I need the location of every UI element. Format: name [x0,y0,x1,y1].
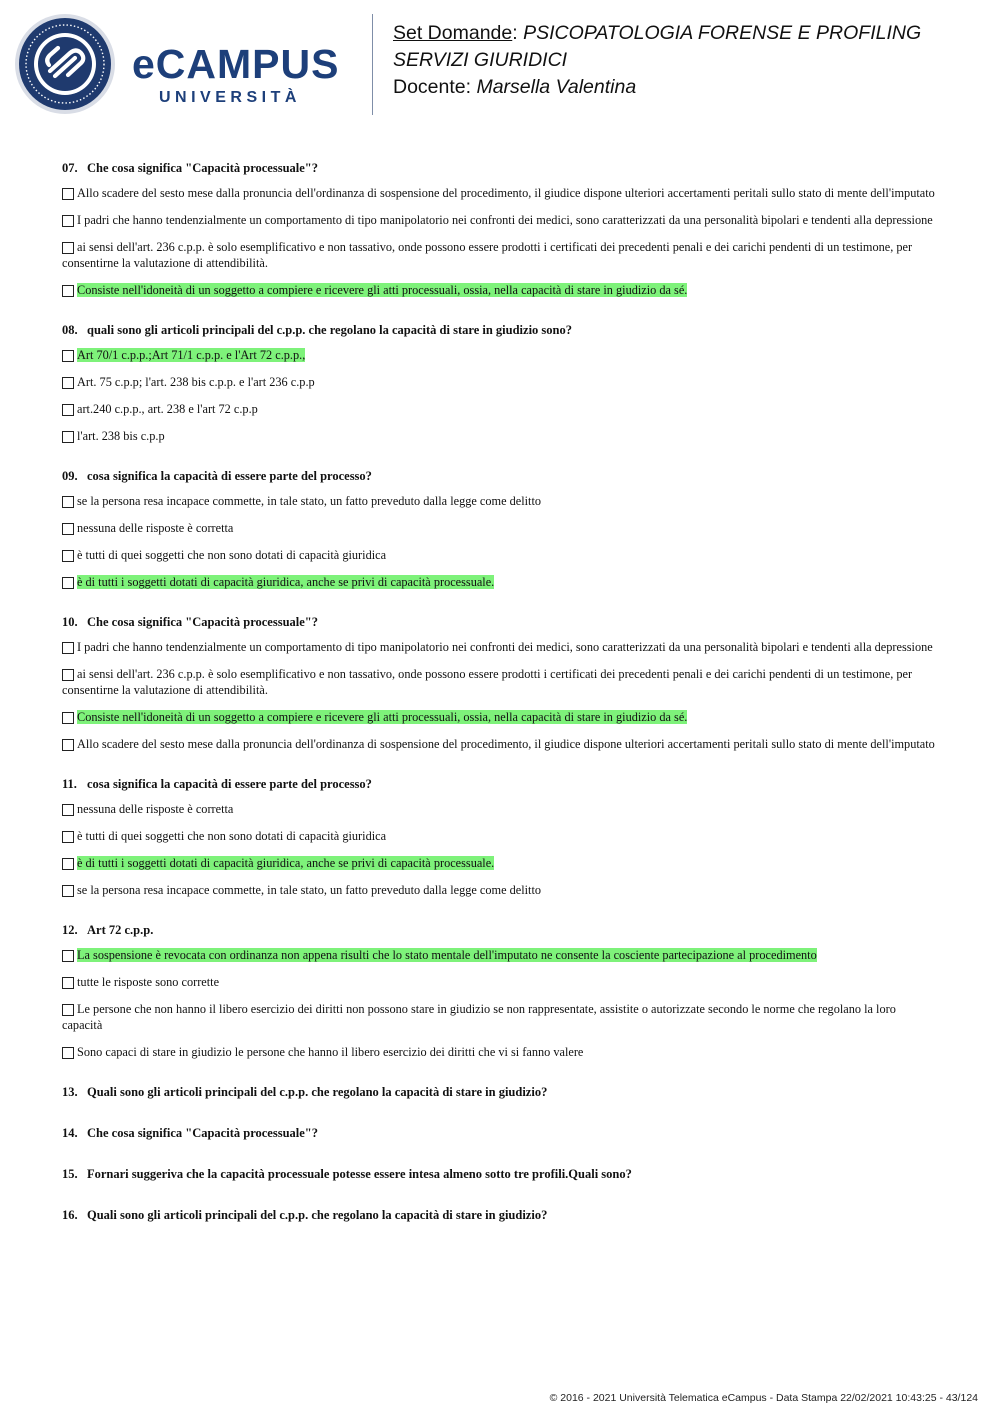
question-text: cosa significa la capacità di essere parte del processo? [87,469,372,483]
answer-option[interactable] [62,574,938,590]
answer-text: nessuna delle risposte è corretta [77,802,234,816]
answer-option[interactable] [62,428,938,444]
correct-answer-text: Consiste nell'idoneità di un soggetto a compiere e ricevere gli atti processuali, ossia, nella capacità di stare in giudizio da sé. [77,710,688,724]
question-number: 08. [62,323,78,337]
answer-checkbox[interactable] [62,642,74,654]
answer-option[interactable] [62,520,938,536]
answer-text: Sono capaci di stare in giudizio le persone che hanno il libero esercizio dei diritti che vi si fanno valere [77,1045,584,1059]
answer-option[interactable] [62,947,938,963]
teacher-label: Docente: [393,76,477,98]
correct-answer-text: è di tutti i soggetti dotati di capacità giuridica, anche se privi di capacità processuale. [77,575,495,589]
answer-option[interactable] [62,736,938,752]
answer-option[interactable] [62,666,938,698]
answer-option[interactable] [62,1044,938,1060]
question-text: cosa significa la capacità di essere parte del processo? [87,777,372,791]
answer-text: se la persona resa incapace commette, in tale stato, un fatto preveduto dalla legge come delitto [77,883,542,897]
teacher-line [393,74,983,101]
logo-wordmark-bottom: UNIVERSITÀ [159,89,301,106]
answer-text: art.240 c.p.p., art. 238 e l'art 72 c.p.p [77,402,258,416]
question-title [62,322,938,338]
answer-checkbox[interactable] [62,712,74,724]
answer-option[interactable] [62,1001,938,1033]
answer-option[interactable] [62,347,938,363]
answer-option[interactable] [62,185,938,201]
answer-text: Allo scadere del sesto mese dalla pronuncia dell'ordinanza di sospensione del procedimento, il giudice dispone ulteriori accertamenti peritali sullo stato di mente dell'imputato [77,737,935,751]
question-number: 15. [62,1167,78,1181]
answer-checkbox[interactable] [62,977,74,989]
answer-checkbox[interactable] [62,285,74,297]
answer-option[interactable] [62,401,938,417]
ecampus-wordmark-logo [132,42,357,114]
question-number: 07. [62,161,78,175]
question-11 [62,776,938,898]
answer-checkbox[interactable] [62,885,74,897]
question-title [62,776,938,792]
question-number: 11. [62,777,77,791]
answer-text: I padri che hanno tendenzialmente un comportamento di tipo manipolatorio nei confronti dei medici, sono caratterizzati da una personalità bipolari e tendenti alla depressione [77,640,933,654]
question-14 [62,1125,938,1141]
question-text: quali sono gli articoli principali del c.p.p. che regolano la capacità di stare in giudizio sono? [87,323,572,337]
question-title [62,160,938,176]
answer-text: Art. 75 c.p.p; l'art. 238 bis c.p.p. e l'art 236 c.p.p [77,375,315,389]
answer-option[interactable] [62,282,938,298]
answer-text: se la persona resa incapace commette, in tale stato, un fatto preveduto dalla legge come delitto [77,494,542,508]
answer-checkbox[interactable] [62,950,74,962]
answer-option[interactable] [62,212,938,228]
question-09 [62,468,938,590]
header-divider [372,14,373,115]
answer-option[interactable] [62,801,938,817]
page-header [0,0,1000,130]
answer-option[interactable] [62,493,938,509]
correct-answer-text: Consiste nell'idoneità di un soggetto a compiere e ricevere gli atti processuali, ossia, nella capacità di stare in giudizio da sé. [77,283,688,297]
answer-checkbox[interactable] [62,215,74,227]
set-separator: : [512,22,524,44]
answer-text: nessuna delle risposte è corretta [77,521,234,535]
question-text: Art 72 c.p.p. [87,923,154,937]
set-title-line [393,20,983,47]
answer-option[interactable] [62,828,938,844]
answer-checkbox[interactable] [62,242,74,254]
question-title [62,1207,938,1223]
answer-text: l'art. 238 bis c.p.p [77,429,165,443]
question-text: Fornari suggeriva che la capacità processuale potesse essere intesa almeno sotto tre profili.Quali sono? [87,1167,632,1181]
answer-checkbox[interactable] [62,550,74,562]
answer-checkbox[interactable] [62,831,74,843]
answer-checkbox[interactable] [62,350,74,362]
question-text: Che cosa significa "Capacità processuale"? [87,615,318,629]
answer-option[interactable] [62,547,938,563]
answer-checkbox[interactable] [62,1047,74,1059]
answer-text: I padri che hanno tendenzialmente un comportamento di tipo manipolatorio nei confronti dei medici, sono caratterizzati da una personalità bipolari e tendenti alla depressione [77,213,933,227]
question-12 [62,922,938,1060]
question-title [62,468,938,484]
answer-checkbox[interactable] [62,431,74,443]
answer-checkbox[interactable] [62,577,74,589]
answer-option[interactable] [62,239,938,271]
answer-text: è tutti di quei soggetti che non sono dotati di capacità giuridica [77,548,387,562]
answer-checkbox[interactable] [62,377,74,389]
answer-checkbox[interactable] [62,858,74,870]
answer-text: è tutti di quei soggetti che non sono dotati di capacità giuridica [77,829,387,843]
question-number: 10. [62,615,78,629]
set-label: Set Domande [393,22,513,44]
answer-checkbox[interactable] [62,188,74,200]
teacher-name: Marsella Valentina [476,76,637,98]
answer-checkbox[interactable] [62,523,74,535]
question-title [62,1084,938,1100]
answer-option[interactable] [62,709,938,725]
correct-answer-text: La sospensione è revocata con ordinanza non appena risulti che lo stato mentale dell'imputato ne consente la cosciente partecipazione al procedimento [77,948,817,962]
answer-checkbox[interactable] [62,669,74,681]
correct-answer-text: Art 70/1 c.p.p.;Art 71/1 c.p.p. e l'Art 72 c.p.p., [77,348,306,362]
answer-text: Le persone che non hanno il libero esercizio dei diritti non possono stare in giudizio se non rappresentate, assistite o autorizzate secondo le norme che regolano la loro capacità [62,1002,896,1032]
question-text: Quali sono gli articoli principali del c.p.p. che regolano la capacità di stare in giudizio? [87,1208,548,1222]
question-number: 16. [62,1208,78,1222]
question-text: Che cosa significa "Capacità processuale"? [87,161,318,175]
question-10 [62,614,938,752]
question-title [62,1125,938,1141]
logo-wordmark-top: eCAMPUS [132,41,340,87]
correct-answer-text: è di tutti i soggetti dotati di capacità giuridica, anche se privi di capacità processuale. [77,856,495,870]
question-title [62,1166,938,1182]
page-footer: © 2016 - 2021 Università Telematica eCampus - Data Stampa 22/02/2021 10:43:25 - 43/124 [549,1392,978,1404]
question-13 [62,1084,938,1100]
answer-text: ai sensi dell'art. 236 c.p.p. è solo esemplificativo e non tassativo, onde possono essere prodotti i certificati dei precedenti penali e dei carichi pendenti di un testimone, per consentirne la valutazione di attendibilità. [62,667,913,697]
question-title [62,614,938,630]
ecampus-seal-logo [14,13,116,115]
answer-checkbox[interactable] [62,804,74,816]
answer-checkbox[interactable] [62,404,74,416]
question-text: Quali sono gli articoli principali del c.p.p. che regolano la capacità di stare in giudizio? [87,1085,548,1099]
question-list [62,160,938,1248]
question-number: 09. [62,469,78,483]
question-15 [62,1166,938,1182]
answer-option[interactable] [62,974,938,990]
question-title [62,922,938,938]
answer-checkbox[interactable] [62,496,74,508]
question-number: 14. [62,1126,78,1140]
answer-option[interactable] [62,374,938,390]
answer-checkbox[interactable] [62,739,74,751]
answer-text: Allo scadere del sesto mese dalla pronuncia dell'ordinanza di sospensione del procedimento, il giudice dispone ulteriori accertamenti peritali sullo stato di mente dell'imputato [77,186,935,200]
question-07 [62,160,938,298]
question-08 [62,322,938,444]
answer-text: ai sensi dell'art. 236 c.p.p. è solo esemplificativo e non tassativo, onde possono essere prodotti i certificati dei precedenti penali e dei carichi pendenti di un testimone, per consentirne la valutazione di attendibilità. [62,240,913,270]
question-number: 12. [62,923,78,937]
answer-text: tutte le risposte sono corrette [77,975,220,989]
answer-checkbox[interactable] [62,1004,74,1016]
header-title-block [393,20,983,101]
answer-option[interactable] [62,855,938,871]
answer-option[interactable] [62,882,938,898]
set-title-line2: SERVIZI GIURIDICI [393,49,568,71]
set-title-line1: PSICOPATOLOGIA FORENSE E PROFILING [523,22,922,44]
answer-option[interactable] [62,639,938,655]
question-number: 13. [62,1085,78,1099]
question-16 [62,1207,938,1223]
question-text: Che cosa significa "Capacità processuale"? [87,1126,318,1140]
